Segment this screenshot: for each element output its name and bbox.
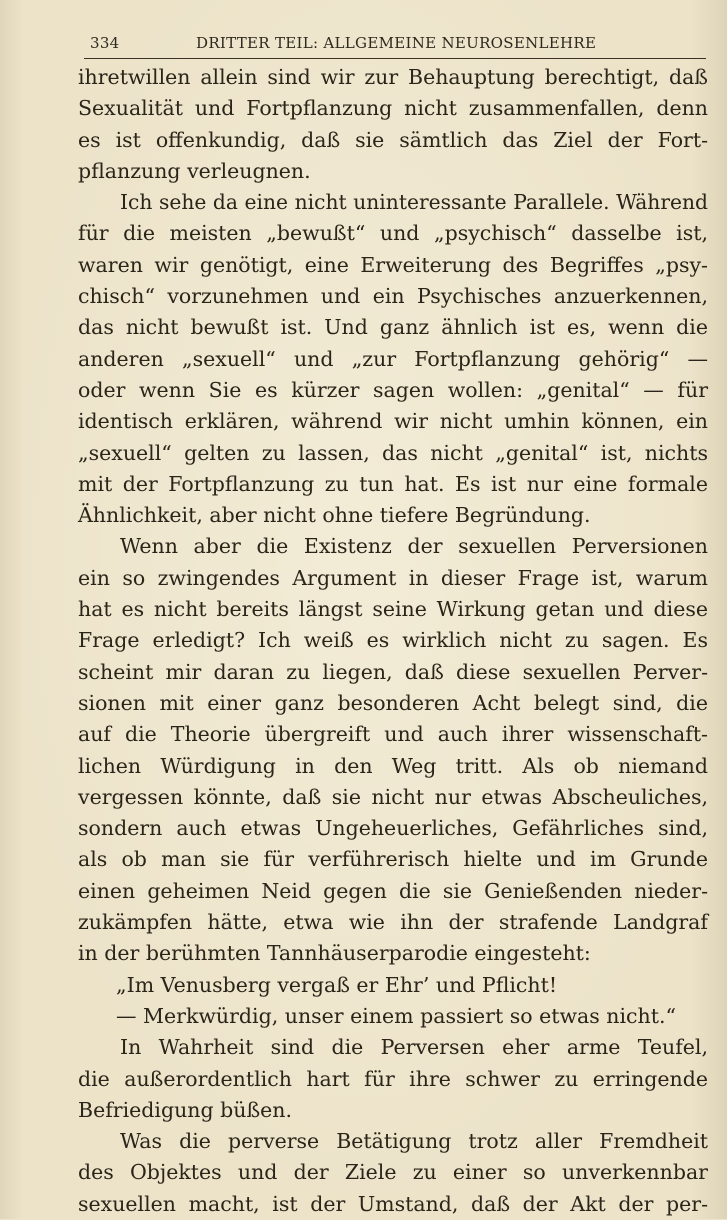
verse-line: — Merkwürdig, unser einem passiert so etwas nicht.“ — [116, 1003, 676, 1028]
text-line: anderen „sexuell“ und „zur Fortpflanzung gehörig“ — — [78, 346, 708, 371]
text-line: einen geheimen Neid gegen die sie Genießenden nieder- — [78, 878, 708, 903]
text-line: für die meisten „bewußt“ und „psychisch“ dasselbe ist, — [78, 221, 708, 246]
text-line: in der berühmten Tannhäuserparodie eingesteht: — [78, 941, 591, 966]
text-line: sondern auch etwas Ungeheuerliches, Gefährliches sind, — [78, 816, 708, 841]
text-line: hat es nicht bereits längst seine Wirkung getan und diese — [78, 597, 708, 622]
text-line: Ich sehe da eine nicht uninteressante Parallele. Während — [120, 190, 708, 215]
text-line: zukämpfen hätte, etwa wie ihn der strafende Landgraf — [78, 910, 708, 935]
text-line: „sexuell“ gelten zu lassen, das nicht „genital“ ist, nichts — [78, 440, 708, 465]
header-rule — [84, 58, 706, 59]
text-line: vergessen könnte, daß sie nicht nur etwas Abscheuliches, — [78, 784, 708, 809]
text-line: sionen mit einer ganz besonderen Acht belegt sind, die — [78, 690, 708, 715]
text-line: Sexualität und Fortpflanzung nicht zusammenfallen, denn — [78, 96, 708, 121]
text-line: identisch erklären, während wir nicht umhin können, ein — [78, 409, 708, 434]
text-line: Frage erledigt? Ich weiß es wirklich nicht zu sagen. Es — [78, 628, 708, 653]
text-line: Was die perverse Betätigung trotz aller Fremdheit — [120, 1129, 708, 1154]
running-head: DRITTER TEIL: ALLGEMEINE NEUROSENLEHRE — [196, 34, 597, 52]
text-line: In Wahrheit sind die Perversen eher arme Teufel, — [120, 1035, 708, 1060]
verse-line: „Im Venusberg vergaß er Ehr’ und Pflicht! — [116, 972, 558, 997]
text-line: ihretwillen allein sind wir zur Behauptung berechtigt, daß — [78, 65, 708, 89]
text-line: Wenn aber die Existenz der sexuellen Perversionen — [120, 534, 708, 559]
text-line: oder wenn Sie es kürzer sagen wollen: „genital“ — für — [78, 377, 708, 402]
body-text — [78, 62, 708, 1220]
text-line: auf die Theorie übergreift und auch ihrer wissenschaft- — [78, 722, 708, 747]
text-line: waren wir genötigt, eine Erweiterung des Begriffes „psy- — [78, 252, 708, 277]
text-line: des Objektes und der Ziele zu einer so unverkennbar — [78, 1160, 708, 1185]
text-line: lichen Würdigung in den Weg tritt. Als ob niemand — [78, 753, 708, 778]
text-line: chisch“ vorzunehmen und ein Psychisches anzuerkennen, — [78, 284, 708, 309]
text-line: scheint mir daran zu liegen, daß diese sexuellen Perver- — [78, 659, 708, 684]
text-line: pflanzung verleugnen. — [78, 158, 311, 183]
text-line: es ist offenkundig, daß sie sämtlich das Ziel der Fort- — [78, 127, 708, 152]
page-number: 334 — [90, 34, 120, 52]
text-line: das nicht bewußt ist. Und ganz ähnlich ist es, wenn die — [78, 315, 708, 340]
text-line: ein so zwingendes Argument in dieser Frage ist, warum — [78, 565, 708, 590]
text-line: Befriedigung büßen. — [78, 1097, 292, 1122]
text-line: sexuellen macht, ist der Umstand, daß der Akt der per- — [78, 1191, 708, 1216]
text-line: mit der Fortpflanzung zu tun hat. Es ist nur eine formale — [78, 471, 708, 496]
text-line: Ähnlichkeit, aber nicht ohne tiefere Begründung. — [78, 503, 591, 528]
text-line: die außerordentlich hart für ihre schwer zu erringende — [78, 1066, 708, 1091]
page-header — [86, 34, 708, 56]
text-line: als ob man sie für verführerisch hielte und im Grunde — [78, 847, 708, 872]
